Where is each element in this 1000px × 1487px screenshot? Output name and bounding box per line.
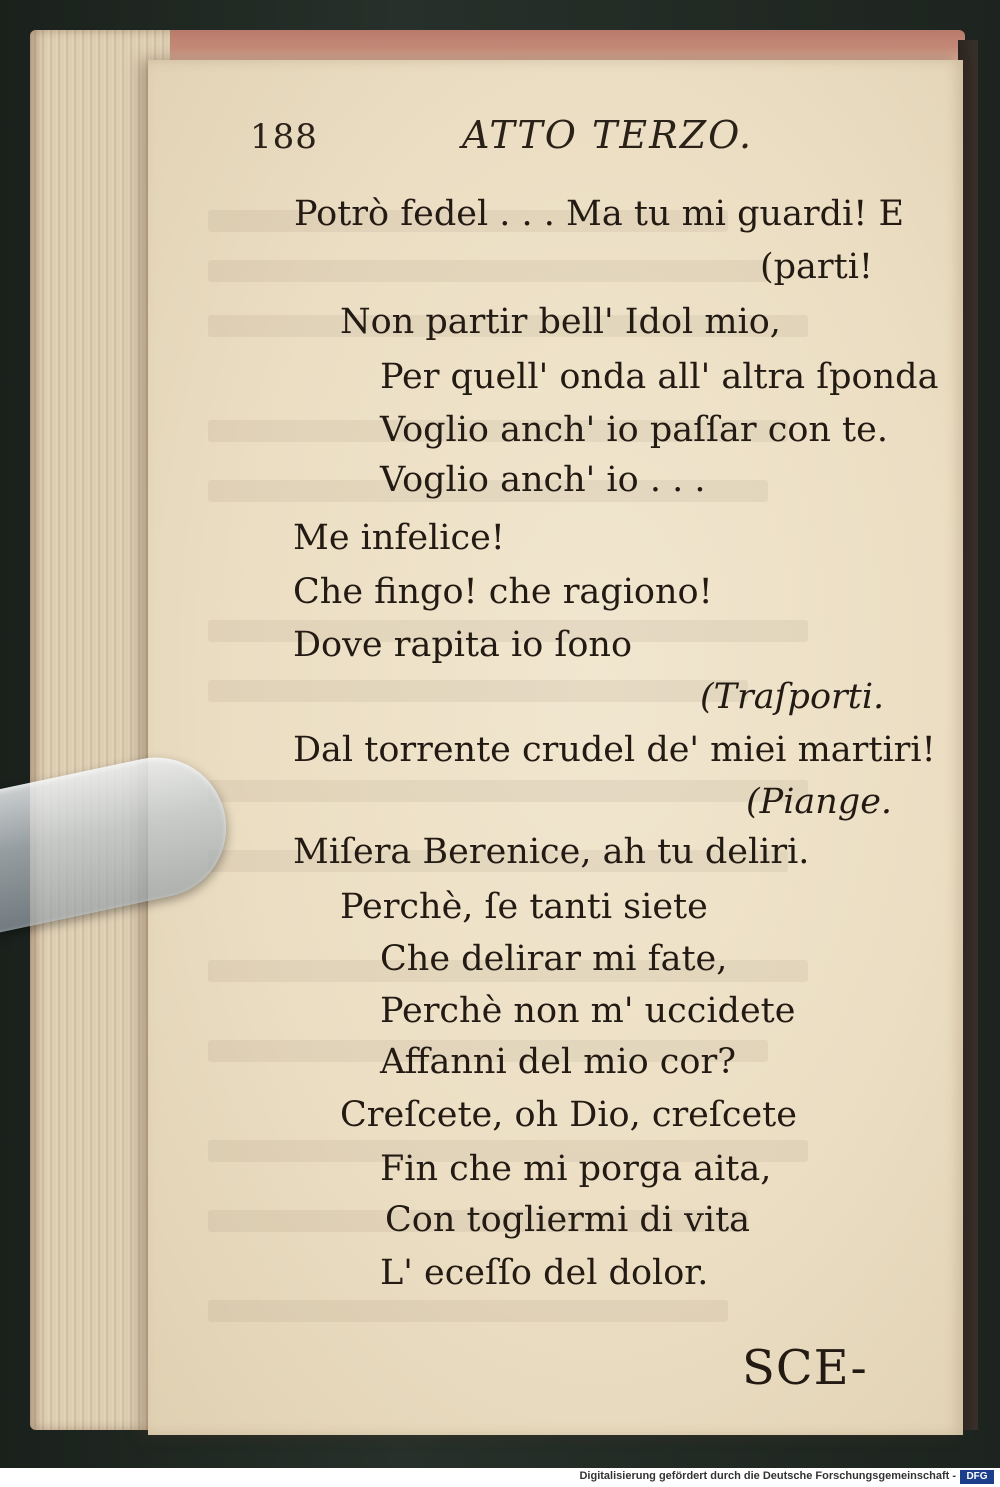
- text-line: Dal torrente crudel de' miei martiri!: [293, 730, 936, 770]
- text-line: (parti!: [760, 247, 873, 287]
- text-line: Fin che mi porga aita,: [380, 1149, 772, 1189]
- text-line: Che fingo! che ragiono!: [293, 572, 713, 612]
- footer-credit: Digitalisierung gefördert durch die Deutsche Forschungsgemeinschaft -: [579, 1470, 956, 1482]
- stage-direction: (Traſporti.: [700, 677, 885, 717]
- text-line: Potrò fedel . . . Ma tu mi guardi! E: [294, 194, 905, 234]
- text-line: Affanni del mio cor?: [380, 1042, 736, 1082]
- text-line: Perchè, ſe tanti siete: [340, 887, 708, 927]
- text-line: Con togliermi di vita: [385, 1200, 751, 1240]
- catchword: SCE-: [742, 1340, 868, 1396]
- text-line: Che delirar mi fate,: [380, 939, 728, 979]
- text-line: Per quell' onda all' altra ſponda: [380, 357, 939, 397]
- text-line: Voglio anch' io . . .: [380, 460, 706, 500]
- text-line: L' eceſſo del dolor.: [380, 1253, 709, 1293]
- text-line: Dove rapita io ſono: [293, 625, 633, 665]
- text-line: Non partir bell' Idol mio,: [340, 302, 781, 342]
- text-line: Voglio anch' io paſſar con te.: [380, 410, 888, 450]
- text-line: Miſera Berenice, ah tu deliri.: [293, 832, 810, 872]
- running-head: ATTO TERZO.: [462, 113, 754, 157]
- text-line: Me infelice!: [293, 518, 505, 558]
- text-line: Creſcete, oh Dio, creſcete: [340, 1095, 797, 1135]
- text-line: Perchè non m' uccidete: [380, 991, 796, 1031]
- stage-direction: (Piange.: [746, 782, 893, 822]
- page-number: 188: [250, 117, 318, 157]
- dfg-logo: DFG: [960, 1470, 994, 1484]
